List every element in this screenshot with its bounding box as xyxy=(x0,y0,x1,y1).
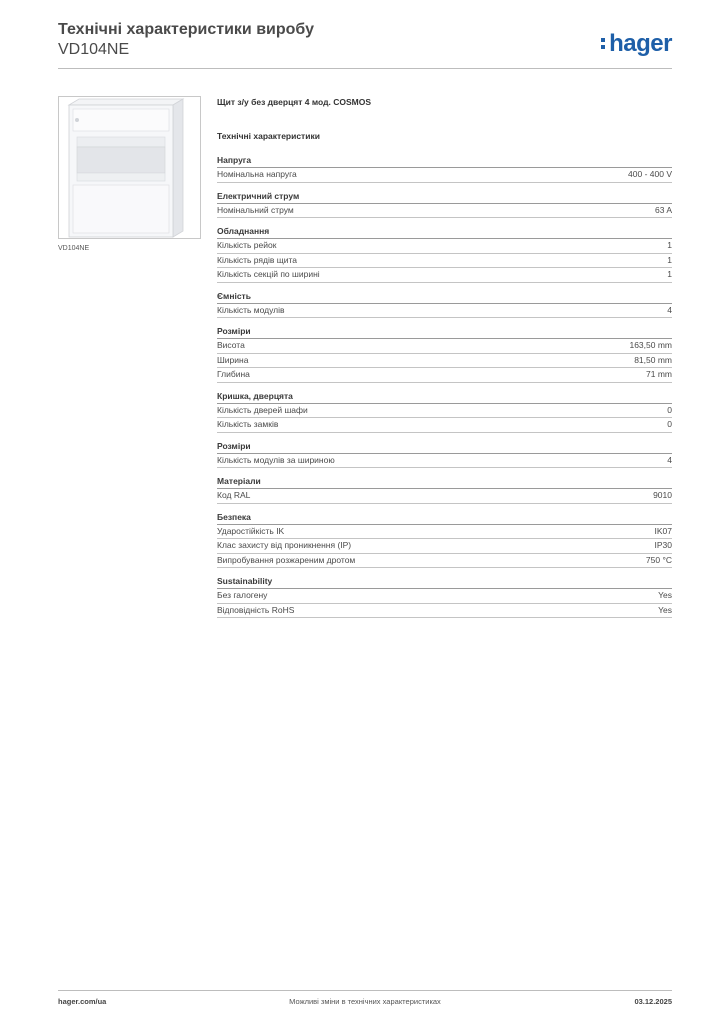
spec-label: Відповідність RoHS xyxy=(217,604,295,615)
spec-group-title: Безпека xyxy=(217,504,672,525)
spec-group-title: Розміри xyxy=(217,433,672,454)
spec-label: Кількість рядів щита xyxy=(217,254,297,265)
spec-group xyxy=(217,283,672,319)
spec-value: 4 xyxy=(667,454,672,465)
spec-section xyxy=(217,96,672,618)
spec-group-title: Матеріали xyxy=(217,468,672,489)
spec-value: Yes xyxy=(658,590,672,600)
distribution-box-illustration xyxy=(59,97,200,238)
spec-row xyxy=(217,168,672,183)
spec-row xyxy=(217,204,672,219)
spec-row xyxy=(217,418,672,433)
spec-label: Номінальний струм xyxy=(217,204,294,215)
spec-value: 400 - 400 V xyxy=(628,169,672,179)
spec-row xyxy=(217,339,672,354)
spec-label: Ударостійкість IK xyxy=(217,525,285,536)
spec-label: Кількість дверей шафи xyxy=(217,404,308,415)
spec-value: 0 xyxy=(667,404,672,415)
spec-group xyxy=(217,433,672,469)
spec-label: Без галогену xyxy=(217,590,268,600)
spec-row xyxy=(217,525,672,540)
spec-label: Номінальна напруга xyxy=(217,169,297,179)
product-image xyxy=(58,96,201,239)
spec-group xyxy=(217,568,672,618)
spec-group xyxy=(217,318,672,383)
spec-row xyxy=(217,554,672,569)
spec-row xyxy=(217,239,672,254)
spec-value: 1 xyxy=(667,240,672,250)
spec-value: 0 xyxy=(667,419,672,429)
spec-group-title: Обладнання xyxy=(217,218,672,239)
spec-value: 4 xyxy=(667,304,672,315)
spec-row xyxy=(217,539,672,554)
spec-group-title: Напруга xyxy=(217,147,672,168)
footer-date: 03.12.2025 xyxy=(634,997,672,1006)
spec-value: 163,50 mm xyxy=(629,340,672,350)
spec-group xyxy=(217,504,672,569)
spec-value: 1 xyxy=(667,269,672,279)
logo-text: hager xyxy=(609,30,672,57)
spec-value: Yes xyxy=(658,604,672,615)
product-name: Щит з/у без дверцят 4 мод. COSMOS xyxy=(217,97,372,107)
spec-heading: Технічні характеристики xyxy=(217,131,320,141)
header-divider xyxy=(58,68,672,69)
spec-value: 81,50 mm xyxy=(634,354,672,365)
spec-row xyxy=(217,489,672,504)
spec-group xyxy=(217,183,672,219)
spec-group xyxy=(217,218,672,283)
spec-label: Кількість замків xyxy=(217,419,279,429)
spec-label: Висота xyxy=(217,340,245,350)
spec-row xyxy=(217,368,672,383)
footer-divider xyxy=(58,990,672,991)
footer-disclaimer: Можливі зміни в технічних характеристиках xyxy=(289,997,441,1006)
spec-label: Кількість рейок xyxy=(217,240,277,250)
spec-group xyxy=(217,383,672,433)
page-header xyxy=(58,20,672,70)
spec-row xyxy=(217,304,672,319)
product-code: VD104NE xyxy=(58,41,130,58)
spec-label: Ширина xyxy=(217,354,249,365)
spec-value: 63 A xyxy=(654,204,672,215)
spec-value: IP30 xyxy=(654,540,672,550)
spec-group xyxy=(217,147,672,183)
spec-group-title: Ємність xyxy=(217,283,672,304)
spec-label: Кількість секцій по ширині xyxy=(217,269,320,279)
logo-dots-icon xyxy=(601,38,607,52)
image-caption: VD104NE xyxy=(58,245,90,252)
spec-label: Кількість модулів за шириною xyxy=(217,454,335,465)
spec-label: Глибина xyxy=(217,369,250,379)
spec-row xyxy=(217,254,672,269)
spec-row xyxy=(217,268,672,283)
spec-label: Код RAL xyxy=(217,490,251,500)
spec-value: 1 xyxy=(667,254,672,265)
spec-group-title: Електричний струм xyxy=(217,183,672,204)
footer-website[interactable]: hager.com/ua xyxy=(58,997,107,1006)
spec-value: IK07 xyxy=(654,525,672,536)
spec-value: 71 mm xyxy=(646,369,672,379)
spec-group xyxy=(217,468,672,504)
spec-value: 9010 xyxy=(653,490,672,500)
page-title: Технічні характеристики виробу xyxy=(58,21,314,38)
spec-label: Клас захисту від проникнення (IP) xyxy=(217,540,352,550)
spec-row xyxy=(217,354,672,369)
spec-groups xyxy=(217,147,672,618)
spec-row xyxy=(217,454,672,469)
spec-row xyxy=(217,404,672,419)
spec-row xyxy=(217,589,672,604)
spec-value: 750 °C xyxy=(645,554,672,565)
spec-group-title: Розміри xyxy=(217,318,672,339)
spec-group-title: Sustainability xyxy=(217,568,672,589)
spec-row xyxy=(217,604,672,619)
hager-logo xyxy=(601,30,672,58)
spec-label: Кількість модулів xyxy=(217,304,285,315)
spec-group-title: Кришка, дверцята xyxy=(217,383,672,404)
spec-label: Випробування розжареним дротом xyxy=(217,554,356,565)
